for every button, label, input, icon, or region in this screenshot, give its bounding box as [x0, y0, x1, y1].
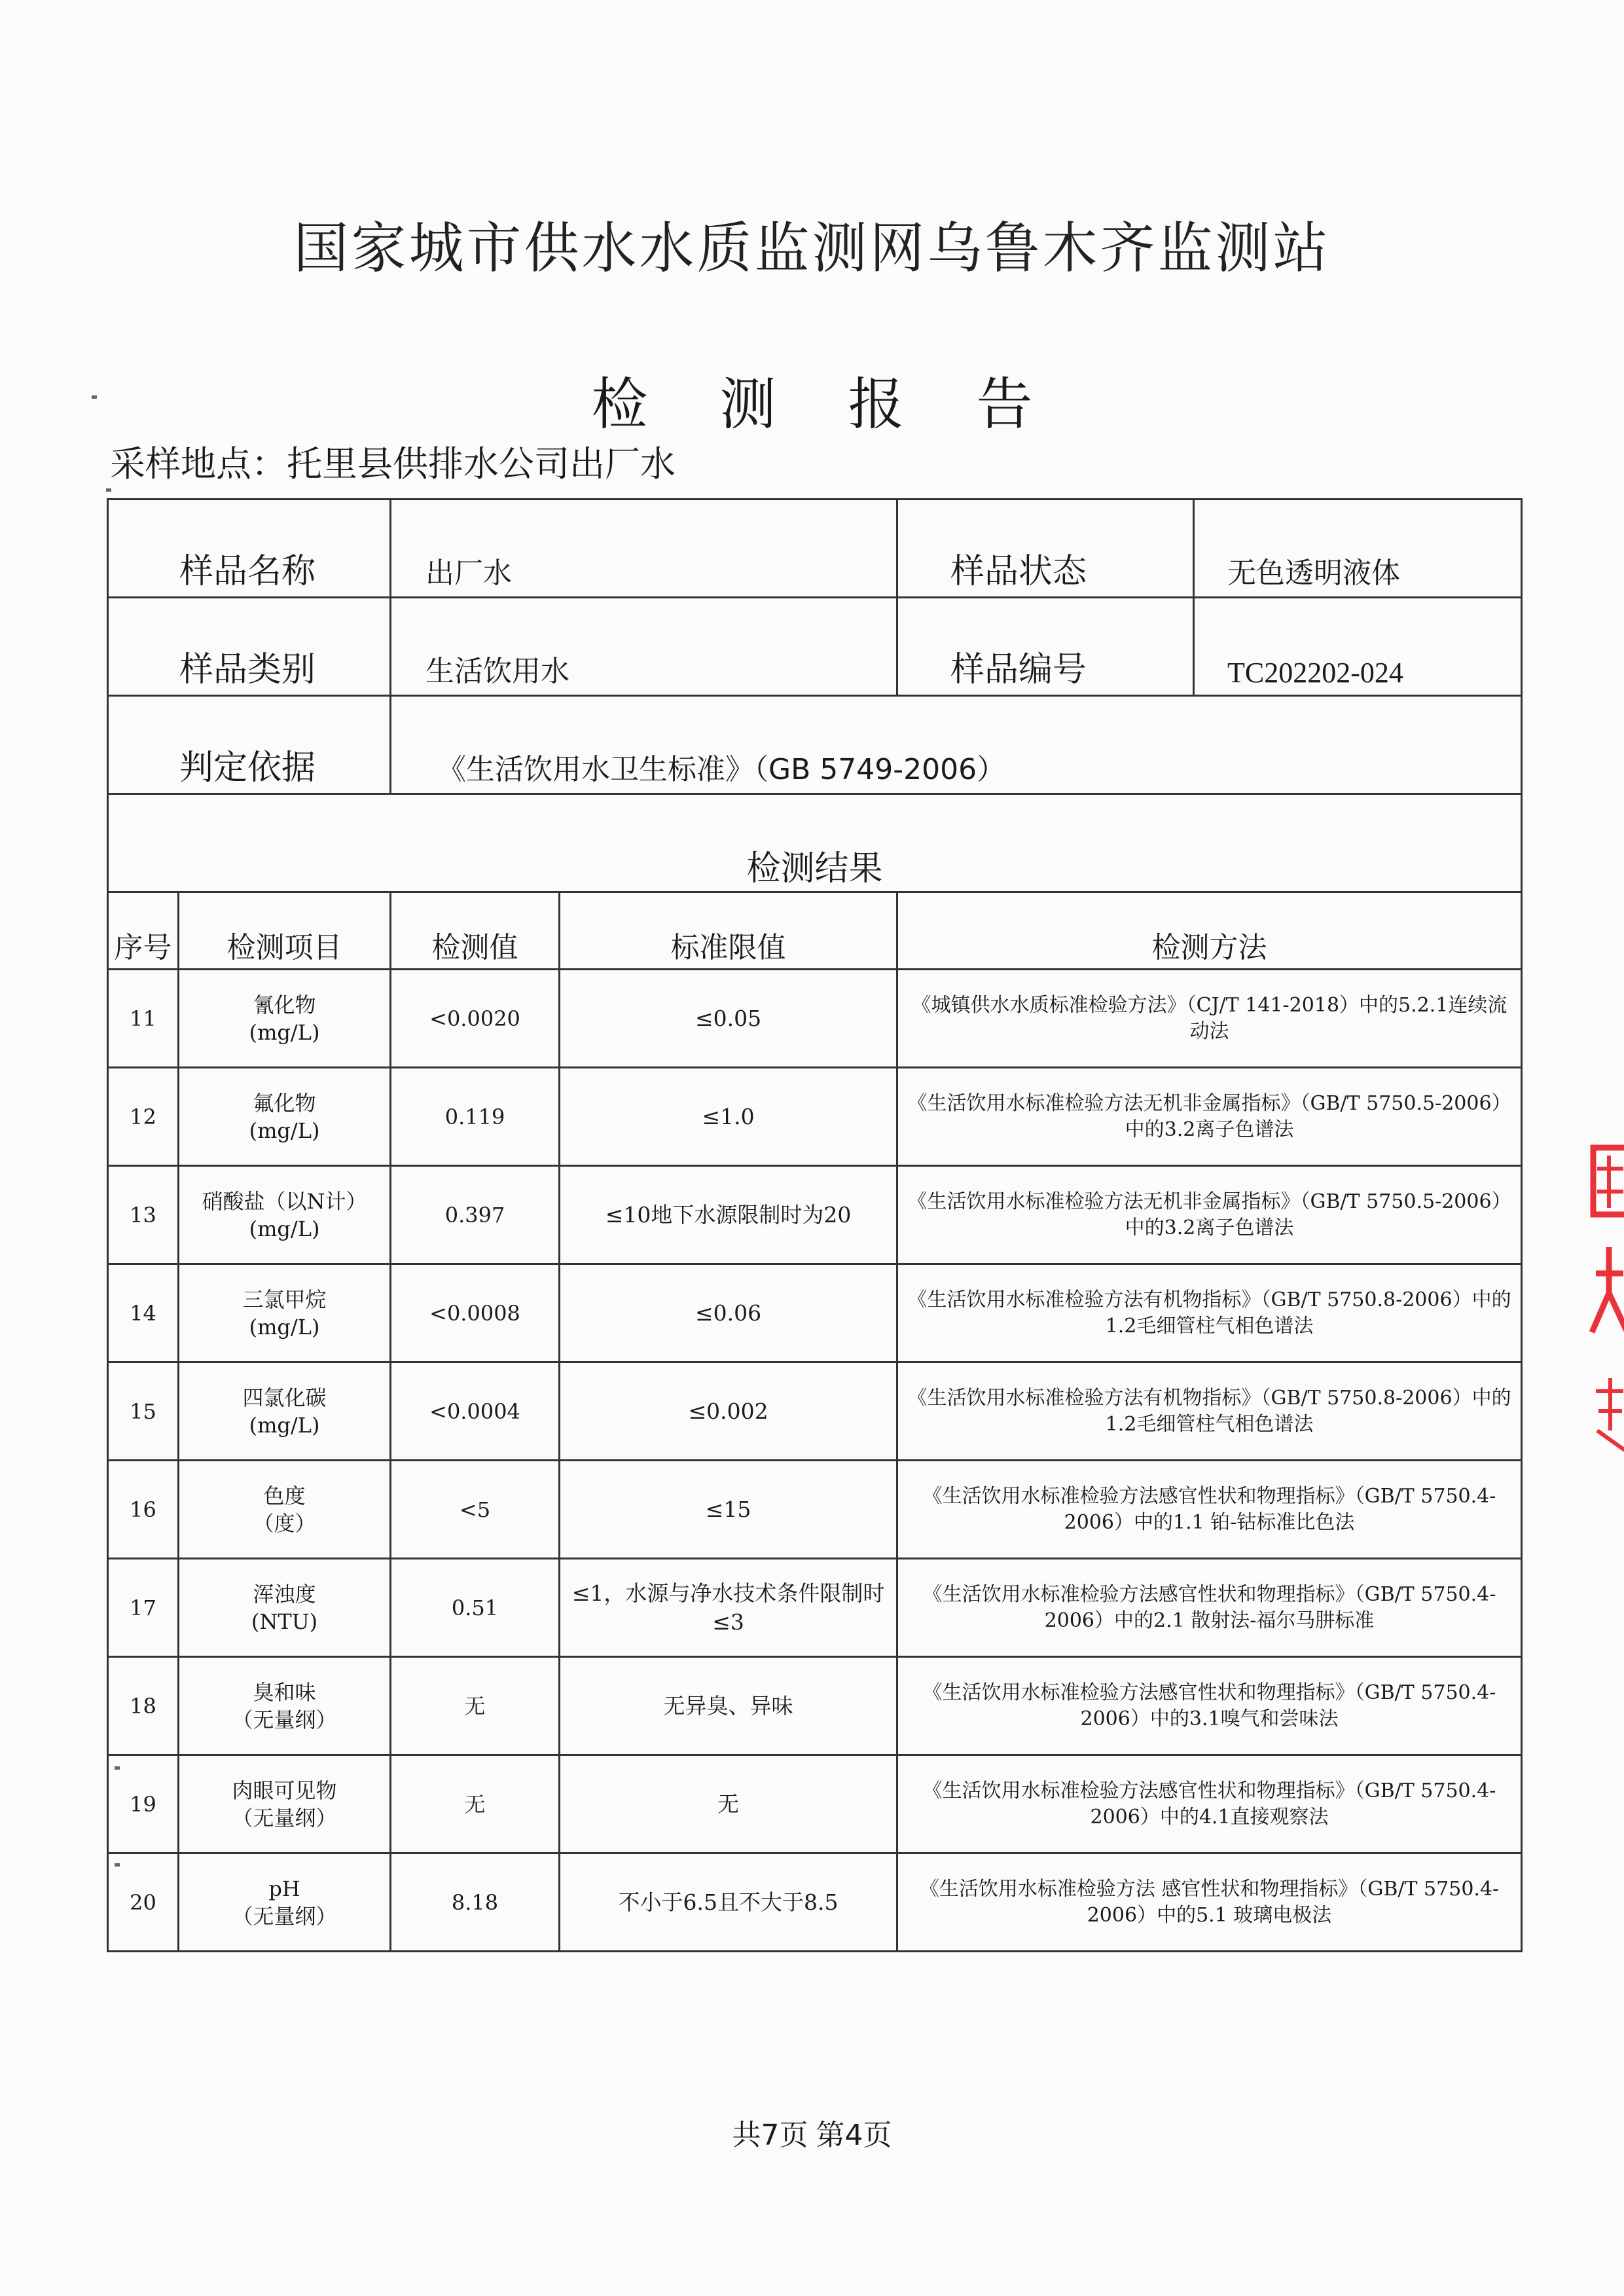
- sampling-location: [110, 436, 676, 486]
- result-no: 20: [108, 1853, 179, 1952]
- sample-category-label: 样品类别: [108, 598, 391, 696]
- current-page: 第4页: [816, 2119, 892, 2152]
- sample-number-value: TC202202-024: [1227, 657, 1403, 689]
- result-row: [108, 970, 1522, 1068]
- result-value: 0.51: [391, 1559, 560, 1657]
- scan-speck: [115, 1766, 120, 1770]
- results-body: [108, 970, 1522, 1952]
- result-row: [108, 1657, 1522, 1755]
- result-limit: ≤15: [560, 1461, 897, 1559]
- results-header-row: [108, 892, 1522, 970]
- result-row: [108, 1264, 1522, 1362]
- result-value: 0.119: [391, 1068, 560, 1166]
- seal-stroke: [1597, 1156, 1623, 1208]
- result-no: 13: [108, 1166, 179, 1264]
- page-indicator: [0, 2111, 1624, 2153]
- col-header-limit: 标准限值: [560, 892, 897, 970]
- result-row: [108, 1853, 1522, 1952]
- result-method: 《生活饮用水标准检验方法有机物指标》（GB/T 5750.8-2006）中的1.2毛细管柱气相色谱法: [897, 1362, 1522, 1461]
- report-subtitle: 检测报告: [591, 372, 1105, 437]
- result-row: [108, 1166, 1522, 1264]
- result-value: <0.0004: [391, 1362, 560, 1461]
- result-item-unit: (mg/L): [249, 1216, 320, 1241]
- result-method: 《生活饮用水标准检验方法 感官性状和物理指标》（GB/T 5750.4-2006）中的5.1 玻璃电极法: [897, 1853, 1522, 1952]
- result-no: 17: [108, 1559, 179, 1657]
- result-value: 无: [391, 1755, 560, 1853]
- seal-stroke: [1592, 1247, 1624, 1332]
- total-pages: 共7页: [732, 2119, 808, 2152]
- result-item-name: 色度: [263, 1483, 306, 1508]
- report-org-title: 国家城市供水水质监测网乌鲁木齐监测站: [293, 216, 1331, 280]
- result-item-name: pH: [268, 1876, 300, 1901]
- result-item-name: 氟化物: [253, 1090, 316, 1116]
- result-row: [108, 1755, 1522, 1853]
- result-item: [179, 970, 391, 1068]
- result-item: [179, 1264, 391, 1362]
- sample-state-cell: [897, 500, 1522, 598]
- scan-speck: [106, 488, 111, 492]
- report-table: [107, 498, 1521, 1952]
- result-method: 《生活饮用水标准检验方法感官性状和物理指标》（GB/T 5750.4-2006）中的4.1直接观察法: [897, 1755, 1522, 1853]
- result-method: 《生活饮用水标准检验方法感官性状和物理指标》（GB/T 5750.4-2006）中的3.1嗅气和尝味法: [897, 1657, 1522, 1755]
- result-value: 8.18: [391, 1853, 560, 1952]
- result-item: [179, 1362, 391, 1461]
- result-item-name: 肉眼可见物: [232, 1777, 337, 1803]
- result-item-name: 四氯化碳: [242, 1385, 327, 1410]
- results-title: 检测结果: [108, 794, 1522, 892]
- result-limit: 无异臭、异味: [560, 1657, 897, 1755]
- result-row: [108, 1068, 1522, 1166]
- result-row: [108, 1461, 1522, 1559]
- result-no: 18: [108, 1657, 179, 1755]
- result-item-unit: （无量纲）: [232, 1707, 337, 1732]
- result-item-name: 硝酸盐（以N计）: [202, 1188, 367, 1214]
- result-no: 14: [108, 1264, 179, 1362]
- judgment-basis-value: 《生活饮用水卫生标准》（GB 5749-2006）: [391, 696, 1522, 794]
- result-value: <5: [391, 1461, 560, 1559]
- result-no: 11: [108, 970, 179, 1068]
- result-no: 16: [108, 1461, 179, 1559]
- result-item-unit: (mg/L): [249, 1019, 320, 1045]
- result-item: [179, 1068, 391, 1166]
- result-item: [179, 1755, 391, 1853]
- result-method: 《城镇供水水质标准检验方法》（CJ/T 141-2018）中的5.2.1连续流动法: [897, 970, 1522, 1068]
- result-limit: ≤1，水源与净水技术条件限制时≤3: [560, 1559, 897, 1657]
- sample-number-cell: [897, 598, 1522, 696]
- sample-name-label: 样品名称: [108, 500, 391, 598]
- result-item: [179, 1657, 391, 1755]
- result-value: <0.0008: [391, 1264, 560, 1362]
- col-header-method: 检测方法: [897, 892, 1522, 970]
- scan-speck: [115, 1863, 120, 1867]
- sampling-location-label: 采样地点：: [110, 443, 287, 484]
- sample-state-value: 无色透明液体: [1227, 556, 1401, 590]
- result-item-unit: (NTU): [251, 1609, 318, 1634]
- result-method: 《生活饮用水标准检验方法感官性状和物理指标》（GB/T 5750.4-2006）中的2.1 散射法-福尔马肼标准: [897, 1559, 1522, 1657]
- sample-category-value: 生活饮用水: [391, 598, 897, 696]
- col-header-item: 检测项目: [179, 892, 391, 970]
- col-header-no: 序号: [108, 892, 179, 970]
- result-item: [179, 1559, 391, 1657]
- sample-number-label: 样品编号: [898, 598, 1194, 695]
- result-no: 19: [108, 1755, 179, 1853]
- result-limit: ≤10地下水源限制时为20: [560, 1166, 897, 1264]
- result-item-name: 浑浊度: [253, 1581, 316, 1607]
- result-item-name: 氰化物: [253, 992, 316, 1017]
- result-item: [179, 1166, 391, 1264]
- result-limit: 无: [560, 1755, 897, 1853]
- result-method: 《生活饮用水标准检验方法感官性状和物理指标》（GB/T 5750.4-2006）中的1.1 铂-钴标准比色法: [897, 1461, 1522, 1559]
- result-limit: ≤0.06: [560, 1264, 897, 1362]
- result-item-unit: （无量纲）: [232, 1903, 337, 1929]
- sample-name-value: 出厂水: [391, 500, 897, 598]
- result-method: 《生活饮用水标准检验方法有机物指标》（GB/T 5750.8-2006）中的1.2毛细管柱气相色谱法: [897, 1264, 1522, 1362]
- result-value: 无: [391, 1657, 560, 1755]
- result-item-unit: （度）: [253, 1510, 316, 1536]
- seal-stroke: [1596, 1378, 1624, 1450]
- result-value: <0.0020: [391, 970, 560, 1068]
- result-item: [179, 1853, 391, 1952]
- result-limit: ≤1.0: [560, 1068, 897, 1166]
- col-header-value: 检测值: [391, 892, 560, 970]
- result-item-unit: (mg/L): [249, 1314, 320, 1339]
- result-method: 《生活饮用水标准检验方法无机非金属指标》（GB/T 5750.5-2006）中的3.2离子色谱法: [897, 1166, 1522, 1264]
- result-no: 12: [108, 1068, 179, 1166]
- result-item-unit: (mg/L): [249, 1412, 320, 1438]
- result-item-unit: (mg/L): [249, 1118, 320, 1143]
- scan-speck: [92, 395, 97, 399]
- result-item: [179, 1461, 391, 1559]
- result-row: [108, 1362, 1522, 1461]
- result-limit: 不小于6.5且不大于8.5: [560, 1853, 897, 1952]
- result-no: 15: [108, 1362, 179, 1461]
- result-limit: ≤0.05: [560, 970, 897, 1068]
- result-row: [108, 1559, 1522, 1657]
- result-item-name: 三氯甲烷: [242, 1286, 327, 1312]
- sampling-location-value: 托里县供排水公司出厂水: [287, 443, 676, 484]
- result-method: 《生活饮用水标准检验方法无机非金属指标》（GB/T 5750.5-2006）中的3.2离子色谱法: [897, 1068, 1522, 1166]
- sample-state-label: 样品状态: [898, 500, 1194, 596]
- result-item-unit: （无量纲）: [232, 1805, 337, 1831]
- result-item-name: 臭和味: [253, 1679, 316, 1705]
- red-seal-stamp: [1584, 1142, 1624, 1470]
- result-limit: ≤0.002: [560, 1362, 897, 1461]
- judgment-basis-label: 判定依据: [108, 696, 391, 794]
- result-value: 0.397: [391, 1166, 560, 1264]
